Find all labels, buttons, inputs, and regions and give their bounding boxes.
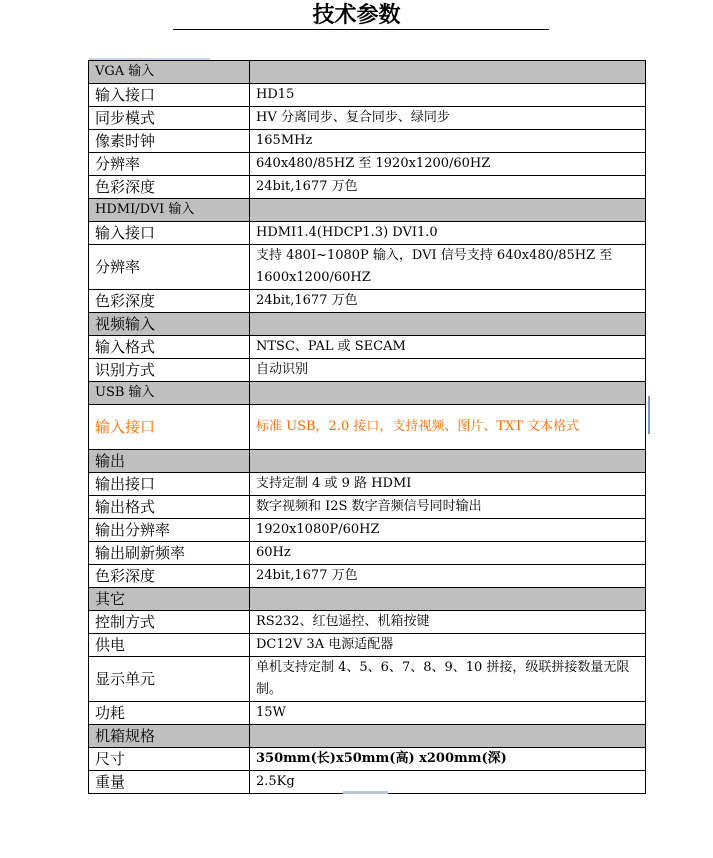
table-row: [89, 176, 646, 199]
table-row: [89, 565, 646, 588]
param-value: 1920x1080P/60HZ: [250, 519, 646, 542]
table-row: [89, 222, 646, 245]
param-name: 输出刷新频率: [89, 542, 250, 565]
param-value: NTSC、PAL 或 SECAM: [250, 336, 646, 359]
param-value: 单机支持定制 4、5、6、7、8、9、10 拼接，级联拼接数量无限制。: [250, 657, 646, 702]
param-name: 同步模式: [89, 107, 250, 130]
param-name: 输入接口: [89, 222, 250, 245]
param-value: 2.5Kg: [250, 771, 646, 794]
param-value: 支持定制 4 或 9 路 HDMI: [250, 473, 646, 496]
table-row: [89, 473, 646, 496]
param-name: 显示单元: [89, 657, 250, 702]
page-title: 技术参数: [312, 3, 401, 28]
param-name: 识别方式: [89, 359, 250, 382]
param-name: 重量: [89, 771, 250, 794]
spec-table: [88, 60, 646, 794]
table-row: [89, 748, 646, 771]
section-header-usb: [89, 382, 646, 405]
param-value: 640x480/85HZ 至 1920x1200/60HZ: [250, 153, 646, 176]
section-header-other: [89, 588, 646, 611]
section-title: VGA 输入: [89, 61, 250, 84]
section-title: 机箱规格: [89, 725, 250, 748]
table-row: [89, 84, 646, 107]
section-header-chassis: [89, 725, 646, 748]
table-row: [89, 336, 646, 359]
section-blank: [250, 313, 646, 336]
section-title: 视频输入: [89, 313, 250, 336]
table-row: [89, 290, 646, 313]
param-name: 分辨率: [89, 153, 250, 176]
param-name: 输入格式: [89, 336, 250, 359]
title-underline: [173, 29, 549, 30]
section-title: HDMI/DVI 输入: [89, 199, 250, 222]
table-row: [89, 130, 646, 153]
param-value: RS232、红包遥控、机箱按键: [250, 611, 646, 634]
table-row: [89, 107, 646, 130]
param-value: HDMI1.4(HDCP1.3) DVI1.0: [250, 222, 646, 245]
section-header-video: [89, 313, 646, 336]
param-value: 15W: [250, 702, 646, 725]
section-blank: [250, 450, 646, 473]
param-value: 标准 USB，2.0 接口，支持视频、图片、TXT 文本格式: [250, 405, 646, 450]
table-row: [89, 634, 646, 657]
param-name: 色彩深度: [89, 176, 250, 199]
param-value: 支持 480I~1080P 输入，DVI 信号支持 640x480/85HZ 至 1600x1200/60HZ: [250, 245, 646, 290]
table-row: [89, 359, 646, 382]
decorative-mark: [343, 791, 388, 794]
param-name: 尺寸: [89, 748, 250, 771]
param-name: 控制方式: [89, 611, 250, 634]
table-row: [89, 245, 646, 290]
param-name: 输入接口: [89, 405, 250, 450]
section-title: 输出: [89, 450, 250, 473]
param-name: 输出格式: [89, 496, 250, 519]
param-name: 输出接口: [89, 473, 250, 496]
table-row: [89, 405, 646, 450]
table-row: [89, 611, 646, 634]
section-header-hdmi: [89, 199, 646, 222]
table-row: [89, 702, 646, 725]
param-value: 数字视频和 I2S 数字音频信号同时输出: [250, 496, 646, 519]
param-name: 输出分辨率: [89, 519, 250, 542]
cursor-mark: [648, 396, 650, 434]
section-blank: [250, 725, 646, 748]
param-name: 分辨率: [89, 245, 250, 290]
param-value: HD15: [250, 84, 646, 107]
param-name: 像素时钟: [89, 130, 250, 153]
section-header-output: [89, 450, 646, 473]
section-blank: [250, 199, 646, 222]
param-name: 供电: [89, 634, 250, 657]
table-row: [89, 657, 646, 702]
section-title: 其它: [89, 588, 250, 611]
param-value: 24bit,1677 万色: [250, 565, 646, 588]
param-value: DC12V 3A 电源适配器: [250, 634, 646, 657]
table-row: [89, 153, 646, 176]
section-title: USB 输入: [89, 382, 250, 405]
param-value: 60Hz: [250, 542, 646, 565]
table-row: [89, 542, 646, 565]
section-blank: [250, 61, 646, 84]
section-blank: [250, 382, 646, 405]
param-value: 24bit,1677 万色: [250, 176, 646, 199]
param-value: HV 分离同步、复合同步、绿同步: [250, 107, 646, 130]
param-value: 自动识别: [250, 359, 646, 382]
param-name: 色彩深度: [89, 565, 250, 588]
param-name: 功耗: [89, 702, 250, 725]
table-row: [89, 496, 646, 519]
param-value: 350mm(长)x50mm(高) x200mm(深): [250, 748, 646, 771]
section-blank: [250, 588, 646, 611]
param-value: 165MHz: [250, 130, 646, 153]
param-name: 输入接口: [89, 84, 250, 107]
table-row: [89, 519, 646, 542]
param-name: 色彩深度: [89, 290, 250, 313]
section-header-vga: [89, 61, 646, 84]
param-value: 24bit,1677 万色: [250, 290, 646, 313]
